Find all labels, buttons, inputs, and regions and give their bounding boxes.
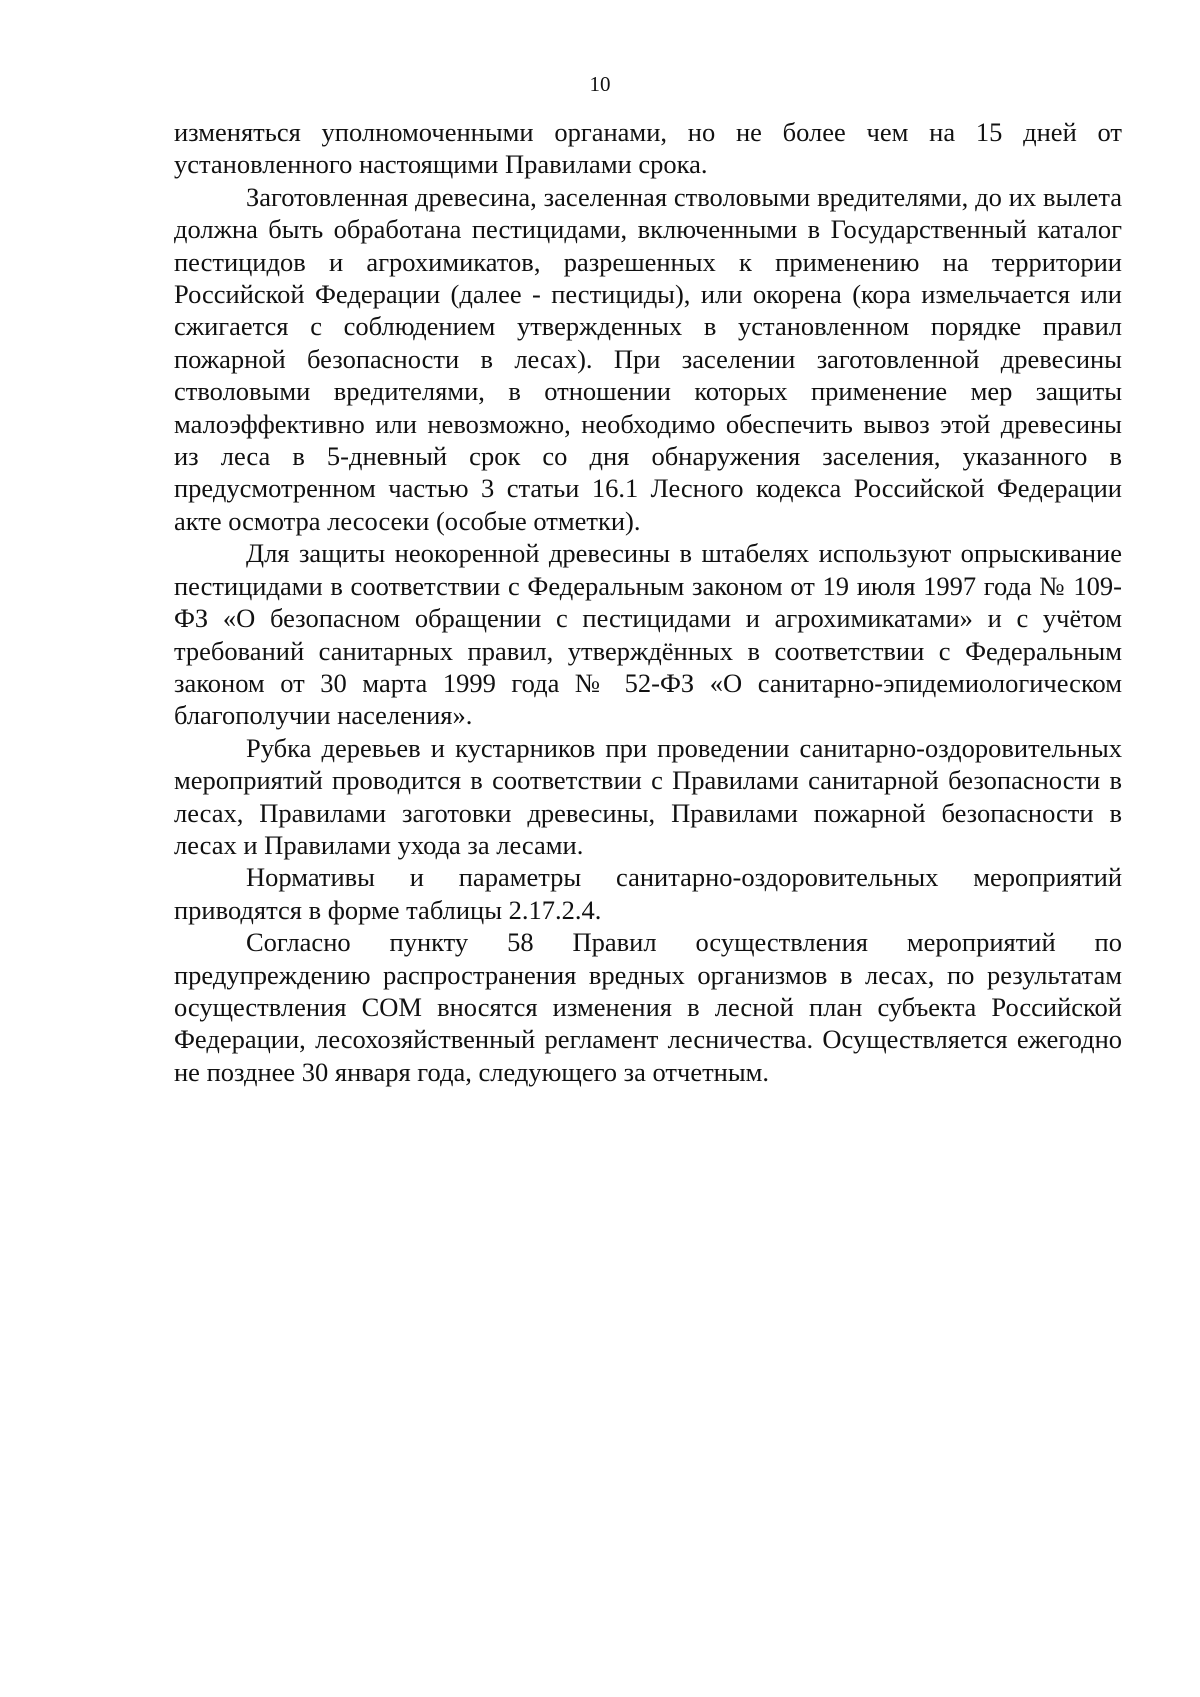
paragraph-continuation: изменяться уполномоченными органами, но не более чем на 15 дней от установленного настоящими Правилами срока.: [174, 117, 1122, 180]
page-number: 10: [589, 72, 611, 96]
paragraph-felling-rules: Рубка деревьев и кустарников при проведении санитарно-оздоровительных мероприятий проводится в соответствии с Правилами санитарной безопасности в лесах, Правилами заготовки древесины, Правилами пожарной безопасности в лесах и Правилами ухода за лесами.: [174, 732, 1122, 860]
document-body: [174, 116, 1122, 1088]
paragraph-harvested-wood-treatment: Заготовленная древесина, заселенная стволовыми вредителями, до их вылета должна быть обработана пестицидами, включенными в Государственный каталог пестицидов и агрохимикатов, разрешенных к применению на территории Российской Федерации (далее - пестициды), или окорена (кора измельчается или сжигается с соблюдением утвержденных в установленном порядке правил пожарной безопасности в лесах). При заселении заготовленной древесины стволовыми вредителями, в отношении которых применение мер защиты малоэффективно или невозможно, необходимо обеспечить вывоз этой древесины из леса в 5-дневный срок со дня обнаружения заселения, указанного в предусмотренном частью 3 статьи 16.1 Лесного кодекса Российской Федерации акте осмотра лесосеки (особые отметки).: [174, 181, 1122, 536]
paragraph-normatives-table-reference: Нормативы и параметры санитарно-оздоровительных мероприятий приводятся в форме таблицы 2.17.2.4.: [174, 862, 1122, 925]
paragraph-forest-plan-changes: Согласно пункту 58 Правил осуществления мероприятий по предупреждению распространения вредных организмов в лесах, по результатам осуществления СОМ вносятся изменения в лесной план субъекта Российской Федерации, лесохозяйственный регламент лесничества. Осуществляется ежегодно не позднее 30 января года, следующего за отчетным.: [174, 927, 1122, 1087]
paragraph-unbarked-wood-protection: Для защиты неокоренной древесины в штабелях используют опрыскивание пестицидами в соответствии с Федеральным законом от 19 июля 1997 года № 109-ФЗ «О безопасном обращении с пестицидами и агрохимикатами» и с учётом требований санитарных правил, утверждённых в соответствии с Федеральным законом от 30 марта 1999 года № 52-ФЗ «О санитарно-эпидемиологическом благополучии населения».: [174, 538, 1122, 731]
